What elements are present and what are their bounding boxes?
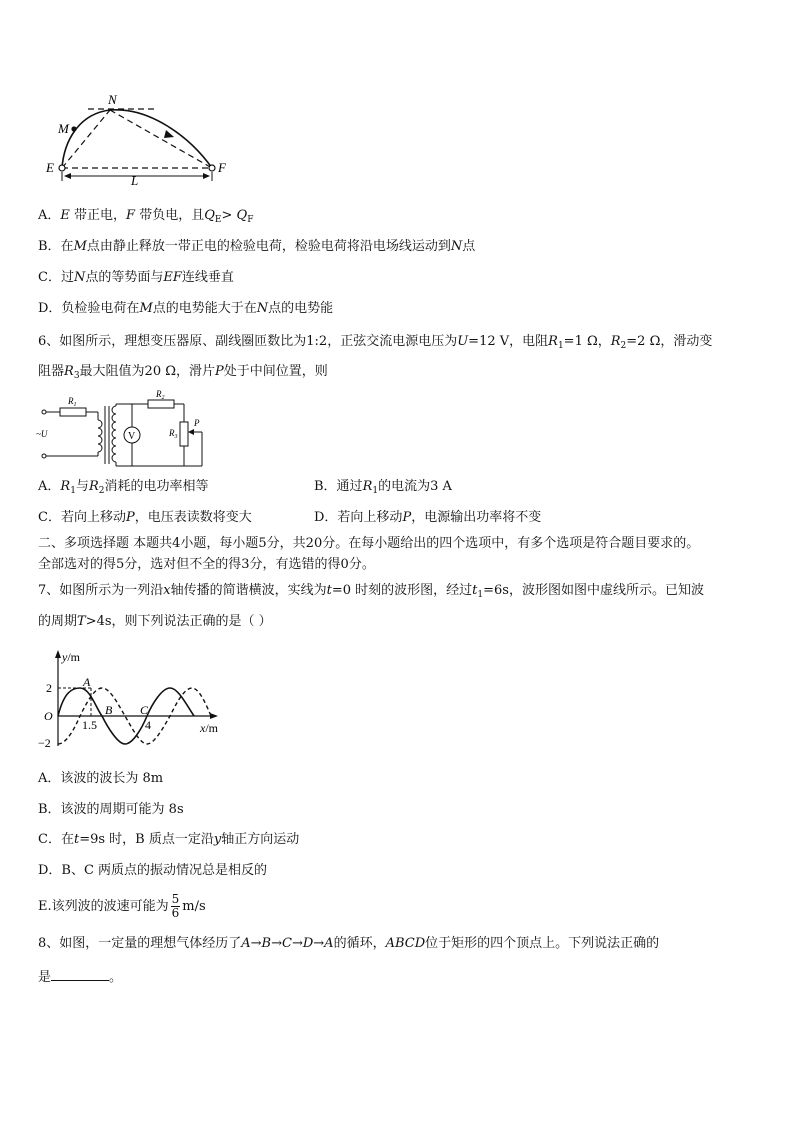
q7-option-E: E.该列波的波速可能为 $\frac{5}{6}$ m/s bbox=[38, 892, 206, 920]
q5-option-A: A．E 带正电，F 带负电，且$Q_E> Q_F$ bbox=[38, 208, 254, 225]
q5-option-D: D．负检验电荷在M点的电势能大于在N点的电势能 bbox=[38, 301, 334, 316]
tick-label-1.5: 1.5 bbox=[82, 718, 97, 732]
section2-heading-line2: 全部选对的得5分，选对但不全的得3分，有选错的得0分。 bbox=[38, 557, 375, 572]
dashed-NF bbox=[110, 110, 212, 168]
wave-graph-figure bbox=[36, 648, 226, 752]
resistor-R2 bbox=[148, 400, 174, 408]
point-C-label: C bbox=[140, 703, 149, 717]
q7-option-D: D．B、C 两质点的振动情况总是相反的 bbox=[38, 863, 268, 878]
point-E bbox=[59, 165, 65, 171]
origin-label: O bbox=[44, 709, 53, 723]
label-R2: $R_2$ bbox=[156, 389, 165, 401]
q6-option-A: A．$R_1$与$R_2$消耗的电功率相等 bbox=[38, 479, 209, 496]
slider-arrow-icon bbox=[188, 429, 194, 435]
label-U: ~U bbox=[36, 429, 48, 439]
section2-heading-line1: 二、多项选择题 本题共4小题，每小题5分，共20分。在每小题给出的四个选项中，有多个选项是符合题目要求的。 bbox=[38, 536, 700, 551]
q7-stem-line1: 7、如图所示为一列沿x轴传播的简谐横波，实线为t=0 时刻的波形图，经过$t_1=6s$，波形图如图中虚线所示。已知波 bbox=[38, 583, 704, 600]
tick-label-2: 2 bbox=[46, 681, 52, 695]
label-L: L bbox=[131, 173, 139, 188]
terminal-top bbox=[42, 410, 46, 414]
resistor-R1 bbox=[60, 408, 86, 416]
primary-coil bbox=[98, 420, 102, 452]
transformer-circuit-figure bbox=[36, 389, 216, 468]
tick-label-neg2: −2 bbox=[38, 736, 51, 750]
y-axis-arrow-icon bbox=[55, 650, 61, 658]
label-R1: $R_1$ bbox=[68, 396, 77, 408]
label-N: N bbox=[108, 92, 117, 107]
L-arrow-left-icon bbox=[64, 173, 71, 179]
L-arrow-right-icon bbox=[203, 173, 210, 179]
answer-blank[interactable] bbox=[51, 968, 109, 981]
field-line-curve bbox=[62, 110, 212, 168]
q6-option-D: D．若向上移动P，电源输出功率将不变 bbox=[314, 510, 542, 525]
q8-stem-line1: 8、如图，一定量的理想气体经历了A→B→C→D→A的循环，ABCD位于矩形的四个顶点上。下列说法正确的 bbox=[38, 936, 660, 951]
arrow-head-icon bbox=[164, 130, 174, 138]
x-axis-arrow-icon bbox=[210, 713, 218, 719]
y-axis-label: y/m bbox=[62, 650, 80, 664]
rheostat-R3 bbox=[180, 422, 188, 446]
q7-stem-line2: 的周期T>4s，则下列说法正确的是（ ） bbox=[38, 614, 272, 629]
q6-stem-line2: 阻器$R_3$最大阻值为20 Ω，滑片P处于中间位置，则 bbox=[38, 364, 328, 381]
label-M: M bbox=[58, 121, 69, 136]
terminal-bottom bbox=[42, 454, 46, 458]
q7-option-A: A．该波的波长为 8m bbox=[38, 771, 164, 786]
label-P: P bbox=[194, 418, 200, 428]
point-A-label: A bbox=[83, 675, 91, 689]
secondary-coil bbox=[112, 406, 116, 462]
point-B-label: B bbox=[105, 703, 113, 717]
label-R3: $R_3$ bbox=[169, 428, 178, 440]
q5-option-C: C．过N点的等势面与EF连线垂直 bbox=[38, 270, 234, 285]
q6-stem-line1: 6、如图所示，理想变压器原、副线圈匝数比为1:2，正弦交流电源电压为U=12 V，电阻$R_1=1$ Ω，$R_2=2$ Ω，滑动变 bbox=[38, 334, 713, 351]
q5-option-B: B．在M点由静止释放一带正电的检验电荷，检验电荷将沿电场线运动到N点 bbox=[38, 239, 476, 254]
field-line-figure bbox=[40, 92, 240, 187]
point-M bbox=[71, 126, 76, 131]
fraction: $\frac{5}{6}$ bbox=[171, 892, 180, 920]
label-F: F bbox=[218, 160, 226, 175]
voltmeter-label: V bbox=[128, 431, 136, 442]
q8-stem-line2: 是 。 bbox=[38, 970, 123, 985]
q7-option-B: B．该波的周期可能为 8s bbox=[38, 802, 184, 817]
q6-option-C: C．若向上移动P，电压表读数将变大 bbox=[38, 510, 252, 525]
q6-option-B: B．通过$R_1$的电流为3 A bbox=[314, 479, 452, 496]
label-E: E bbox=[46, 160, 54, 175]
point-F bbox=[209, 165, 215, 171]
q7-option-C: C．在t=9s 时，B 质点一定沿y轴正方向运动 bbox=[38, 832, 300, 847]
x-axis-label: x/m bbox=[200, 721, 218, 735]
tick-label-4: 4 bbox=[145, 718, 151, 732]
